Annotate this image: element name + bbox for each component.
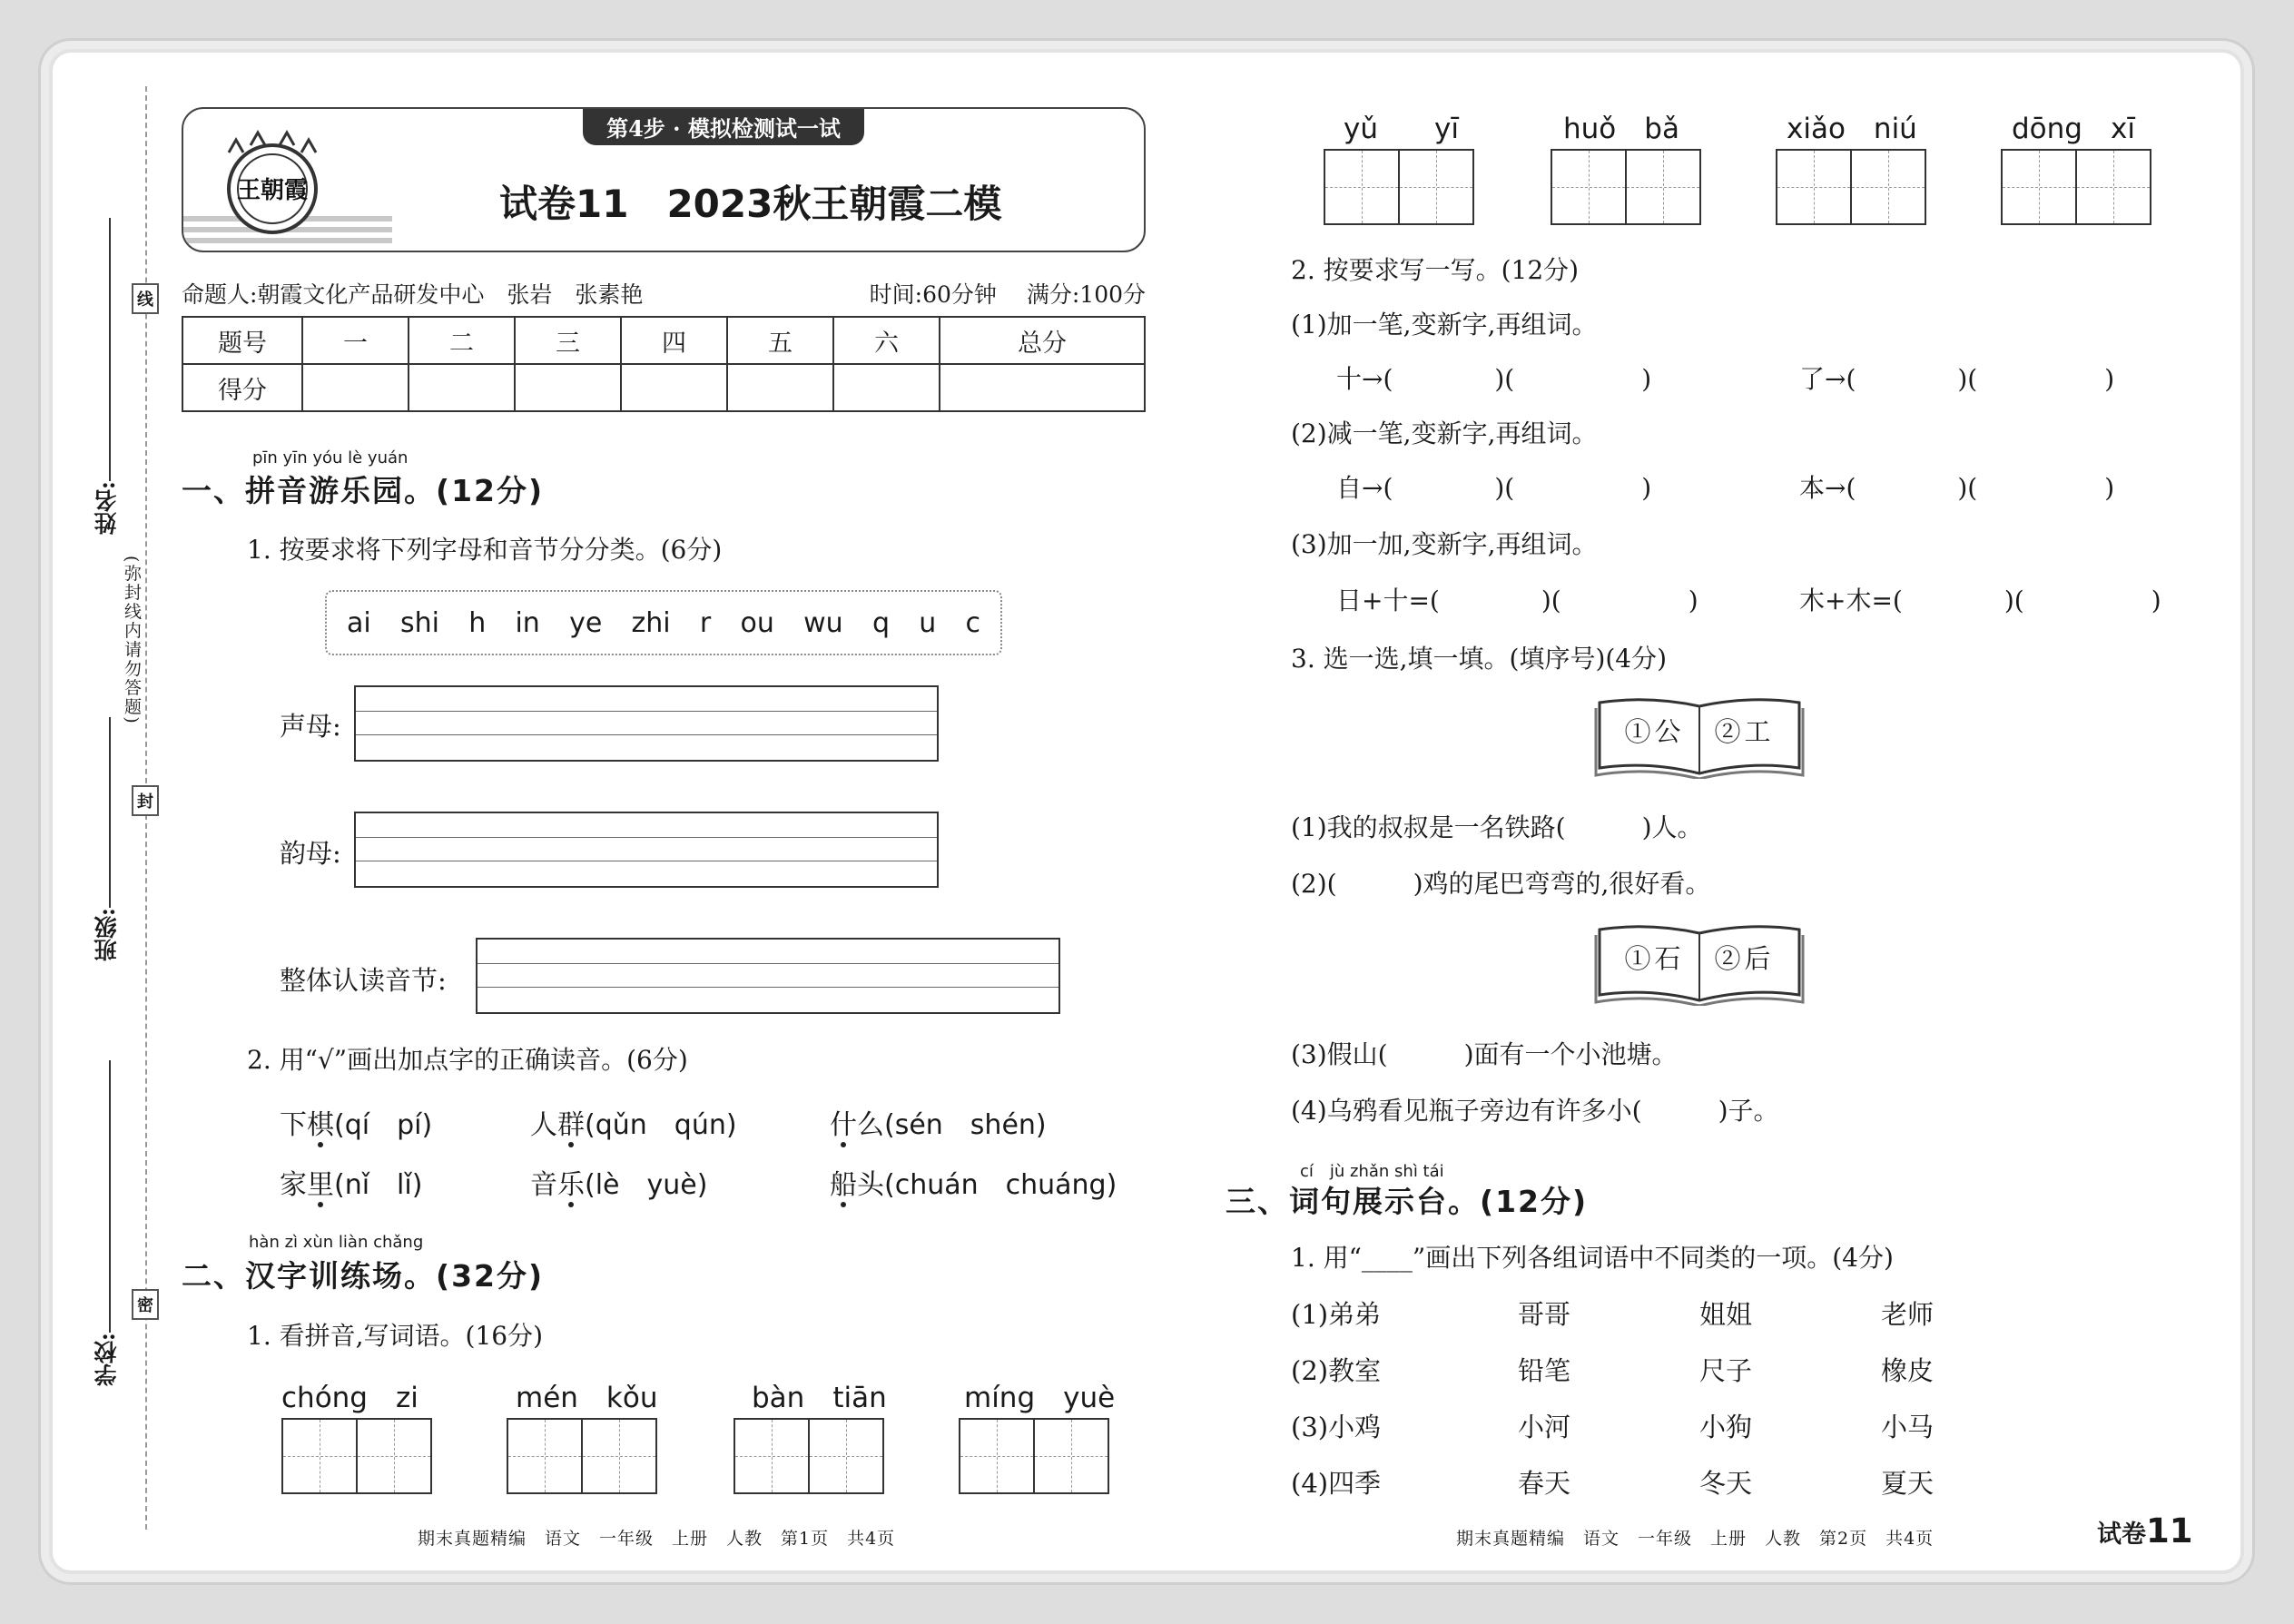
author-info: 命题人:朝霞文化产品研发中心 张岩 张素艳 bbox=[182, 281, 644, 308]
word-pinyin: mén kǒu bbox=[516, 1382, 658, 1414]
word-group-item[interactable]: 铅笔 bbox=[1518, 1355, 1571, 1386]
writing-grid[interactable] bbox=[2001, 149, 2151, 225]
word-group-item[interactable]: 橡皮 bbox=[1881, 1355, 1935, 1386]
name-field-line[interactable] bbox=[109, 218, 111, 481]
score-input-cell[interactable] bbox=[940, 364, 1145, 411]
writing-grid[interactable] bbox=[733, 1418, 884, 1494]
score-input-cell[interactable] bbox=[409, 364, 515, 411]
s1-question2: 2. 用“√”画出加点字的正确读音。(6分) bbox=[247, 1045, 688, 1075]
writing-grid[interactable] bbox=[1324, 149, 1474, 225]
option-book bbox=[1594, 695, 1805, 779]
section3-pinyin: cí jù zhǎn shì tái bbox=[1300, 1162, 1444, 1181]
letter-item: zhi bbox=[631, 606, 671, 639]
fill-blank[interactable]: 木+木=( )( ) bbox=[1799, 586, 2161, 615]
reading-choice[interactable]: 什么(sén shén) bbox=[830, 1109, 1047, 1141]
exam-info-line bbox=[182, 277, 1146, 310]
writing-grid[interactable] bbox=[959, 1418, 1109, 1494]
score-input-cell[interactable] bbox=[302, 364, 409, 411]
letter-item: ai bbox=[347, 606, 371, 639]
table-cell: 一 bbox=[302, 317, 409, 364]
letter-item: q bbox=[871, 606, 890, 639]
s2-question3: 3. 选一选,填一填。(填序号)(4分) bbox=[1291, 644, 1668, 674]
score-input-cell[interactable] bbox=[515, 364, 621, 411]
book-options: ①石 ②后 bbox=[1624, 943, 1775, 974]
binding-mark: 封 bbox=[132, 785, 159, 816]
binding-note: (弥封线内请勿答题) bbox=[122, 556, 142, 725]
score-input-cell[interactable] bbox=[727, 364, 833, 411]
paper-number: 试卷11 bbox=[2097, 1511, 2193, 1550]
s2-question1: 1. 看拼音,写词语。(16分) bbox=[247, 1321, 543, 1351]
s2-q2-part2: (2)减一笔,变新字,再组词。 bbox=[1291, 418, 1598, 448]
table-cell: 三 bbox=[515, 317, 621, 364]
s1-question1: 1. 按要求将下列字母和音节分分类。(6分) bbox=[247, 535, 723, 565]
word-pinyin: yǔ yī bbox=[1344, 113, 1459, 145]
word-group-item[interactable]: 冬天 bbox=[1699, 1468, 1753, 1499]
reading-choice[interactable]: 船头(chuán chuáng) bbox=[830, 1169, 1117, 1201]
word-pinyin: dōng xī bbox=[2012, 113, 2135, 145]
banner-stripe bbox=[183, 238, 392, 243]
section3-title: 三、词句展示台。(12分) bbox=[1226, 1184, 1589, 1219]
class-field-line[interactable] bbox=[109, 717, 111, 908]
letter-item: r bbox=[699, 606, 712, 639]
class-field-label: 班级: bbox=[94, 908, 120, 962]
letter-item: ou bbox=[740, 606, 774, 639]
letter-item: wu bbox=[803, 606, 843, 639]
header-banner bbox=[182, 107, 1146, 252]
table-cell: 得分 bbox=[182, 364, 302, 411]
letter-item: shi bbox=[399, 606, 439, 639]
section2-title: 二、汉字训练场。(32分) bbox=[182, 1258, 545, 1294]
name-field-label: 姓名: bbox=[94, 481, 120, 536]
letter-item: h bbox=[468, 606, 487, 639]
table-cell: 总分 bbox=[940, 317, 1145, 364]
section1-pinyin: pīn yīn yóu lè yuán bbox=[252, 448, 409, 468]
zhengti-writing-lines[interactable] bbox=[476, 938, 1060, 1014]
writing-grid[interactable] bbox=[281, 1418, 432, 1494]
table-cell: 六 bbox=[833, 317, 940, 364]
option-book bbox=[1594, 922, 1805, 1006]
school-field-line[interactable] bbox=[109, 1060, 111, 1333]
s2-q3-item4[interactable]: (4)乌鸦看见瓶子旁边有许多小( )子。 bbox=[1291, 1096, 1779, 1126]
page-footer-right: 期末真题精编 语文 一年级 上册 人教 第2页 共4页 bbox=[1456, 1529, 1935, 1549]
word-group-item[interactable]: 小河 bbox=[1518, 1412, 1571, 1442]
word-group-item[interactable]: 小马 bbox=[1881, 1412, 1935, 1442]
school-field-label: 学校: bbox=[94, 1333, 120, 1387]
word-group-item[interactable]: 老师 bbox=[1881, 1299, 1935, 1330]
section1-title: 一、拼音游乐园。(12分) bbox=[182, 473, 545, 508]
table-cell: 四 bbox=[621, 317, 727, 364]
fill-blank[interactable]: 本→( )( ) bbox=[1799, 473, 2115, 503]
logo-text: 王朝霞 bbox=[236, 177, 309, 204]
word-group-item[interactable]: 春天 bbox=[1518, 1468, 1571, 1499]
writing-grid[interactable] bbox=[1551, 149, 1701, 225]
word-pinyin: míng yuè bbox=[964, 1382, 1116, 1414]
section2-pinyin: hàn zì xùn liàn chǎng bbox=[249, 1233, 424, 1252]
score-table-header-row bbox=[182, 317, 1145, 364]
yunmu-label: 韵母: bbox=[280, 838, 341, 869]
fill-blank[interactable]: 日+十=( )( ) bbox=[1336, 586, 1698, 615]
fill-blank[interactable]: 了→( )( ) bbox=[1799, 364, 2115, 394]
word-group-item[interactable]: 哥哥 bbox=[1518, 1299, 1571, 1330]
word-group-item[interactable]: (4)四季 bbox=[1291, 1468, 1382, 1499]
score-info: 满分:100分 bbox=[1026, 281, 1146, 308]
word-group-item[interactable]: 小狗 bbox=[1699, 1412, 1753, 1442]
s3-question1: 1. 用“____”画出下列各组词语中不同类的一项。(4分) bbox=[1291, 1243, 1894, 1273]
reading-choice[interactable]: 家里(nǐ lǐ) bbox=[280, 1169, 423, 1201]
word-group-item[interactable]: 姐姐 bbox=[1699, 1299, 1753, 1330]
step-tab: 第4步 · 模拟检测试一试 bbox=[583, 107, 864, 145]
time-info: 时间:60分钟 bbox=[869, 281, 997, 308]
letters-box bbox=[325, 590, 1002, 655]
fill-blank[interactable]: 十→( )( ) bbox=[1336, 364, 1652, 394]
binding-mark: 线 bbox=[132, 283, 159, 314]
right-page bbox=[1171, 0, 2294, 1624]
reading-choice[interactable]: 下棋(qí pí) bbox=[280, 1109, 433, 1141]
table-cell: 二 bbox=[409, 317, 515, 364]
word-group-item[interactable]: 尺子 bbox=[1699, 1355, 1753, 1386]
word-group-item[interactable]: 夏天 bbox=[1881, 1468, 1935, 1499]
s2-q2-part1: (1)加一笔,变新字,再组词。 bbox=[1291, 310, 1598, 340]
writing-grid[interactable] bbox=[507, 1418, 657, 1494]
word-group-item[interactable]: (2)教室 bbox=[1291, 1355, 1382, 1386]
s2-q3-item3[interactable]: (3)假山( )面有一个小池塘。 bbox=[1291, 1039, 1678, 1069]
score-table-score-row bbox=[182, 364, 1145, 411]
score-table bbox=[182, 316, 1146, 412]
s2-q3-item2[interactable]: (2)( )鸡的尾巴弯弯的,很好看。 bbox=[1291, 869, 1711, 899]
word-pinyin: xiǎo niú bbox=[1787, 113, 1917, 145]
s2-q2-part3: (3)加一加,变新字,再组词。 bbox=[1291, 529, 1598, 559]
zhengti-label: 整体认读音节: bbox=[280, 965, 447, 996]
reading-choice[interactable]: 人群(qǔn qún) bbox=[530, 1109, 737, 1141]
letter-item: in bbox=[515, 606, 540, 639]
word-group-item[interactable]: (3)小鸡 bbox=[1291, 1412, 1382, 1442]
reading-choice[interactable]: 音乐(lè yuè) bbox=[530, 1169, 708, 1201]
shengmu-label: 声母: bbox=[280, 711, 341, 742]
word-group-item[interactable]: (1)弟弟 bbox=[1291, 1299, 1382, 1330]
score-input-cell[interactable] bbox=[621, 364, 727, 411]
binding-mark: 密 bbox=[132, 1289, 159, 1320]
table-cell: 五 bbox=[727, 317, 833, 364]
letter-item: ye bbox=[569, 606, 603, 639]
letter-item: c bbox=[965, 606, 980, 639]
logo-emblem bbox=[211, 127, 334, 236]
word-pinyin: huǒ bǎ bbox=[1563, 113, 1679, 145]
table-cell: 题号 bbox=[182, 317, 302, 364]
yunmu-writing-lines[interactable] bbox=[354, 812, 939, 888]
book-options: ①公 ②工 bbox=[1624, 716, 1775, 747]
fill-blank[interactable]: 自→( )( ) bbox=[1336, 473, 1652, 503]
letter-item: u bbox=[919, 606, 937, 639]
shengmu-writing-lines[interactable] bbox=[354, 685, 939, 762]
s2-question2: 2. 按要求写一写。(12分) bbox=[1291, 255, 1580, 285]
page-title: 试卷11 2023秋王朝霞二模 bbox=[499, 182, 1002, 226]
page-footer-left: 期末真题精编 语文 一年级 上册 人教 第1页 共4页 bbox=[418, 1529, 896, 1549]
s2-q3-item1[interactable]: (1)我的叔叔是一名铁路( )人。 bbox=[1291, 812, 1703, 842]
score-input-cell[interactable] bbox=[833, 364, 940, 411]
word-pinyin: chóng zi bbox=[281, 1382, 418, 1414]
writing-grid[interactable] bbox=[1776, 149, 1926, 225]
word-pinyin: bàn tiān bbox=[752, 1382, 887, 1414]
